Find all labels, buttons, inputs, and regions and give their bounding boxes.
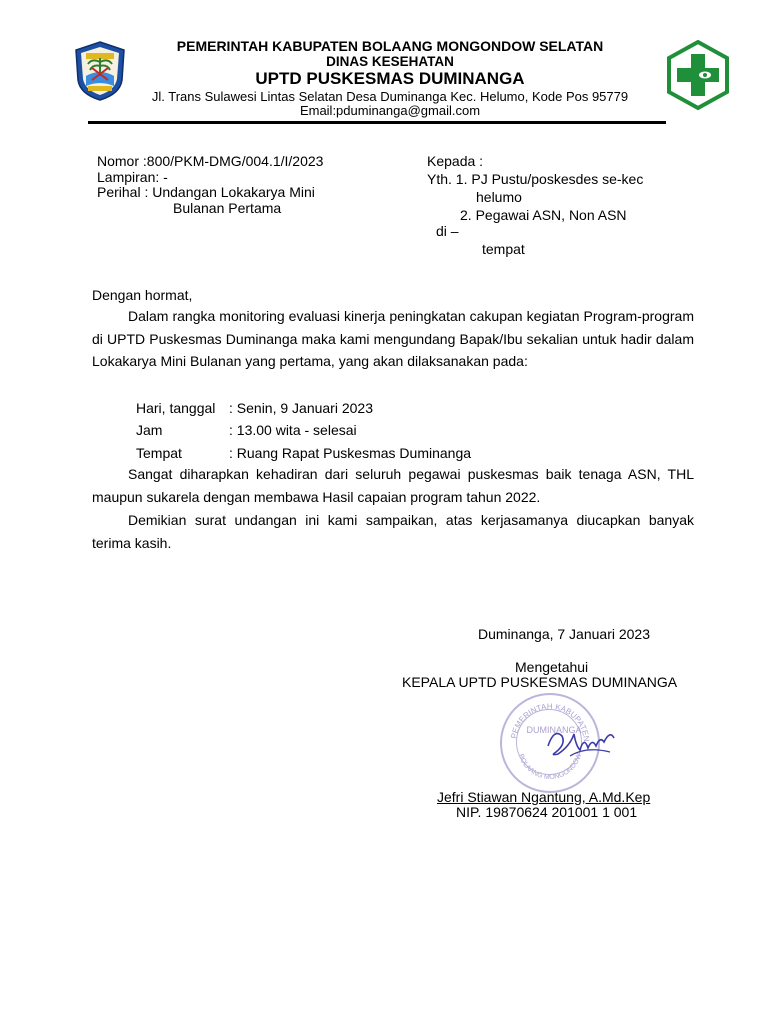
signatory-nip: NIP. 19870624 201001 1 001: [456, 804, 638, 820]
letter-attachment: Lampiran: -: [97, 169, 168, 185]
header-institution-title: UPTD PUSKESMAS DUMINANGA: [255, 69, 525, 88]
stamp-bottom-text: BOLAANG MONGONDOW: [517, 752, 584, 782]
acknowledgement-label: Mengetahui: [515, 659, 589, 675]
body-paragraph-1: Dalam rangka monitoring evaluasi kinerja peningkatan cakupan kegiatan Program-program di UPTD Puskesmas Duminanga maka kami mengundang Bapak/Ibu sekalian untuk hadir dalam Lokakarya Mini Bulanan yang pertama, yang akan dilaksanakan pada:: [92, 308, 694, 369]
letter-subject-continued: Bulanan Pertama: [173, 200, 282, 216]
detail-place-label: Tempat: [136, 445, 182, 461]
body-paragraph-3: Demikian surat undangan ini kami sampaikan, atas kerjasamanya diucapkan banyak terima kasih.: [92, 512, 694, 551]
header-divider: [88, 121, 666, 124]
stamp-ring-text: PEMERINTAH KABUPATEN: [509, 701, 592, 743]
recipient-location: tempat: [482, 241, 525, 257]
greeting: Dengan hormat,: [92, 287, 193, 303]
detail-place-value: : Ruang Rapat Puskesmas Duminanga: [229, 445, 472, 461]
recipient-location-prefix: di –: [436, 223, 459, 239]
header-address: Jl. Trans Sulawesi Lintas Selatan Desa Duminanga Kec. Helumo, Kode Pos 95779: [151, 89, 629, 104]
signatory-name: Jefri Stiawan Ngantung, A.Md.Kep: [437, 789, 651, 805]
header-department-line: DINAS KESEHATAN: [326, 54, 454, 69]
stamp-center-text: DUMINANGA: [526, 725, 582, 735]
recipient-1: Yth. 1. PJ Pustu/poskesdes se-kec: [427, 171, 644, 187]
puskesmas-cross-icon: [664, 40, 732, 110]
detail-time-value: : 13.00 wita - selesai: [229, 422, 357, 438]
recipient-2: 2. Pegawai ASN, Non ASN: [460, 207, 627, 223]
recipient-1-continued: helumo: [476, 189, 522, 205]
header-government-line: PEMERINTAH KABUPATEN BOLAANG MONGONDOW SELATAN: [176, 38, 604, 54]
letter-number: Nomor :800/PKM-DMG/004.1/I/2023: [97, 153, 324, 169]
header-email: Email:pduminanga@gmail.com: [299, 103, 481, 118]
detail-date-label: Hari, tanggal: [136, 400, 216, 416]
handwritten-signature: [540, 716, 620, 766]
body-paragraph-2: Sangat diharapkan kehadiran dari seluruh pegawai puskesmas baik tenaga ASN, THL maupun sukarela dengan membawa Hasil capaian program tahun 2022.: [92, 466, 694, 505]
recipient-heading: Kepada :: [427, 153, 484, 169]
place-date: Duminanga, 7 Januari 2023: [478, 626, 651, 642]
regency-emblem-icon: [72, 40, 128, 102]
detail-time-label: Jam: [136, 422, 163, 438]
detail-date-value: : Senin, 9 Januari 2023: [229, 400, 373, 416]
letter-subject: Perihal : Undangan Lokakarya Mini: [97, 184, 315, 200]
signatory-title: KEPALA UPTD PUSKESMAS DUMINANGA: [402, 674, 678, 690]
